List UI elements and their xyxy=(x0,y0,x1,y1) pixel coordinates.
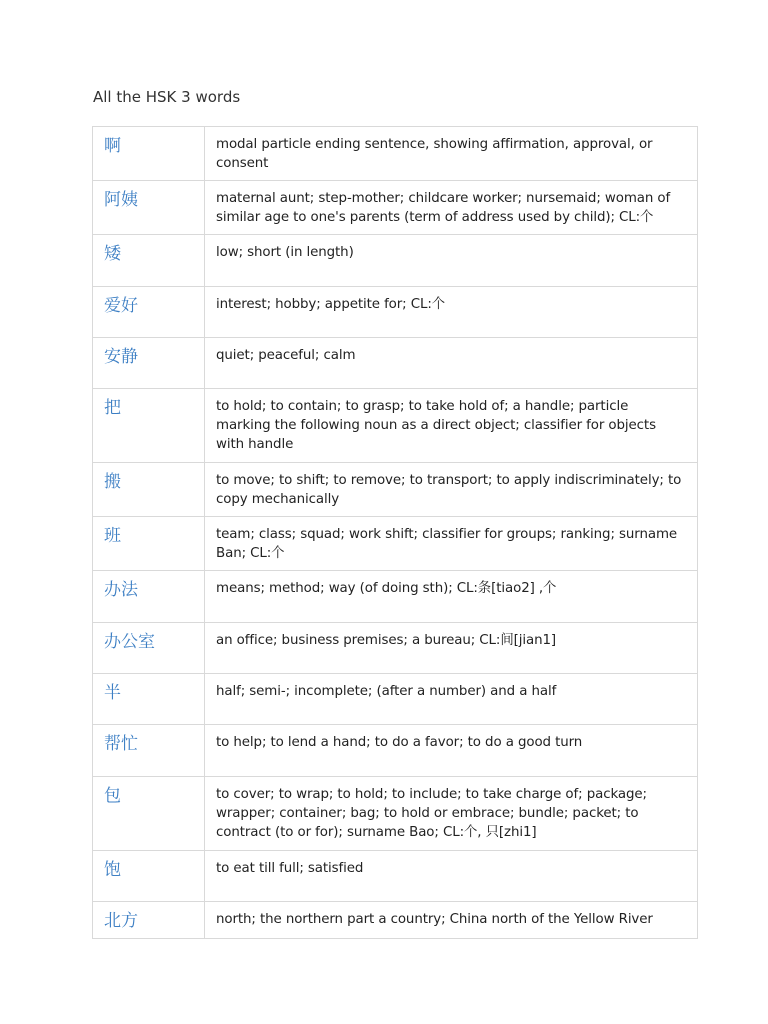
word-cell: 饱 xyxy=(93,851,205,902)
definition-cell: modal particle ending sentence, showing affirmation, approval, or consent xyxy=(205,127,698,181)
word-cell: 办公室 xyxy=(93,623,205,674)
vocabulary-table xyxy=(92,126,698,939)
word-cell: 办法 xyxy=(93,571,205,623)
definition-cell: an office; business premises; a bureau; CL:间[jian1] xyxy=(205,623,698,674)
table-row xyxy=(93,777,698,851)
table-row xyxy=(93,235,698,287)
table-row xyxy=(93,517,698,571)
word-cell: 包 xyxy=(93,777,205,851)
word-cell: 半 xyxy=(93,674,205,725)
table-row xyxy=(93,338,698,389)
definition-cell: to help; to lend a hand; to do a favor; to do a good turn xyxy=(205,725,698,777)
definition-cell: to cover; to wrap; to hold; to include; to take charge of; package; wrapper; container; bag; to hold or embrace; bundle; packet; to contract (to or for); surname Bao; CL:个, 只[zhi1] xyxy=(205,777,698,851)
word-cell: 爱好 xyxy=(93,287,205,338)
table-row xyxy=(93,623,698,674)
table-row xyxy=(93,463,698,517)
definition-cell: quiet; peaceful; calm xyxy=(205,338,698,389)
table-row xyxy=(93,571,698,623)
definition-cell: low; short (in length) xyxy=(205,235,698,287)
definition-cell: maternal aunt; step-mother; childcare worker; nursemaid; woman of similar age to one's parents (term of address used by child); CL:个 xyxy=(205,181,698,235)
definition-cell: north; the northern part a country; China north of the Yellow River xyxy=(205,902,698,939)
page-title: All the HSK 3 words xyxy=(93,88,241,106)
definition-cell: interest; hobby; appetite for; CL:个 xyxy=(205,287,698,338)
definition-cell: means; method; way (of doing sth); CL:条[tiao2] ,个 xyxy=(205,571,698,623)
definition-cell: to eat till full; satisfied xyxy=(205,851,698,902)
table-row xyxy=(93,181,698,235)
word-cell: 帮忙 xyxy=(93,725,205,777)
table-row xyxy=(93,851,698,902)
table-row xyxy=(93,287,698,338)
word-cell: 啊 xyxy=(93,127,205,181)
word-cell: 北方 xyxy=(93,902,205,939)
word-cell: 矮 xyxy=(93,235,205,287)
word-cell: 把 xyxy=(93,389,205,463)
definition-cell: team; class; squad; work shift; classifier for groups; ranking; surname Ban; CL:个 xyxy=(205,517,698,571)
definition-cell: to hold; to contain; to grasp; to take hold of; a handle; particle marking the following noun as a direct object; classifier for objects with handle xyxy=(205,389,698,463)
table-row xyxy=(93,389,698,463)
table-row xyxy=(93,127,698,181)
word-cell: 安静 xyxy=(93,338,205,389)
word-cell: 搬 xyxy=(93,463,205,517)
word-cell: 班 xyxy=(93,517,205,571)
table-row xyxy=(93,725,698,777)
definition-cell: to move; to shift; to remove; to transport; to apply indiscriminately; to copy mechanically xyxy=(205,463,698,517)
word-cell: 阿姨 xyxy=(93,181,205,235)
definition-cell: half; semi-; incomplete; (after a number) and a half xyxy=(205,674,698,725)
table-row xyxy=(93,902,698,939)
table-row xyxy=(93,674,698,725)
